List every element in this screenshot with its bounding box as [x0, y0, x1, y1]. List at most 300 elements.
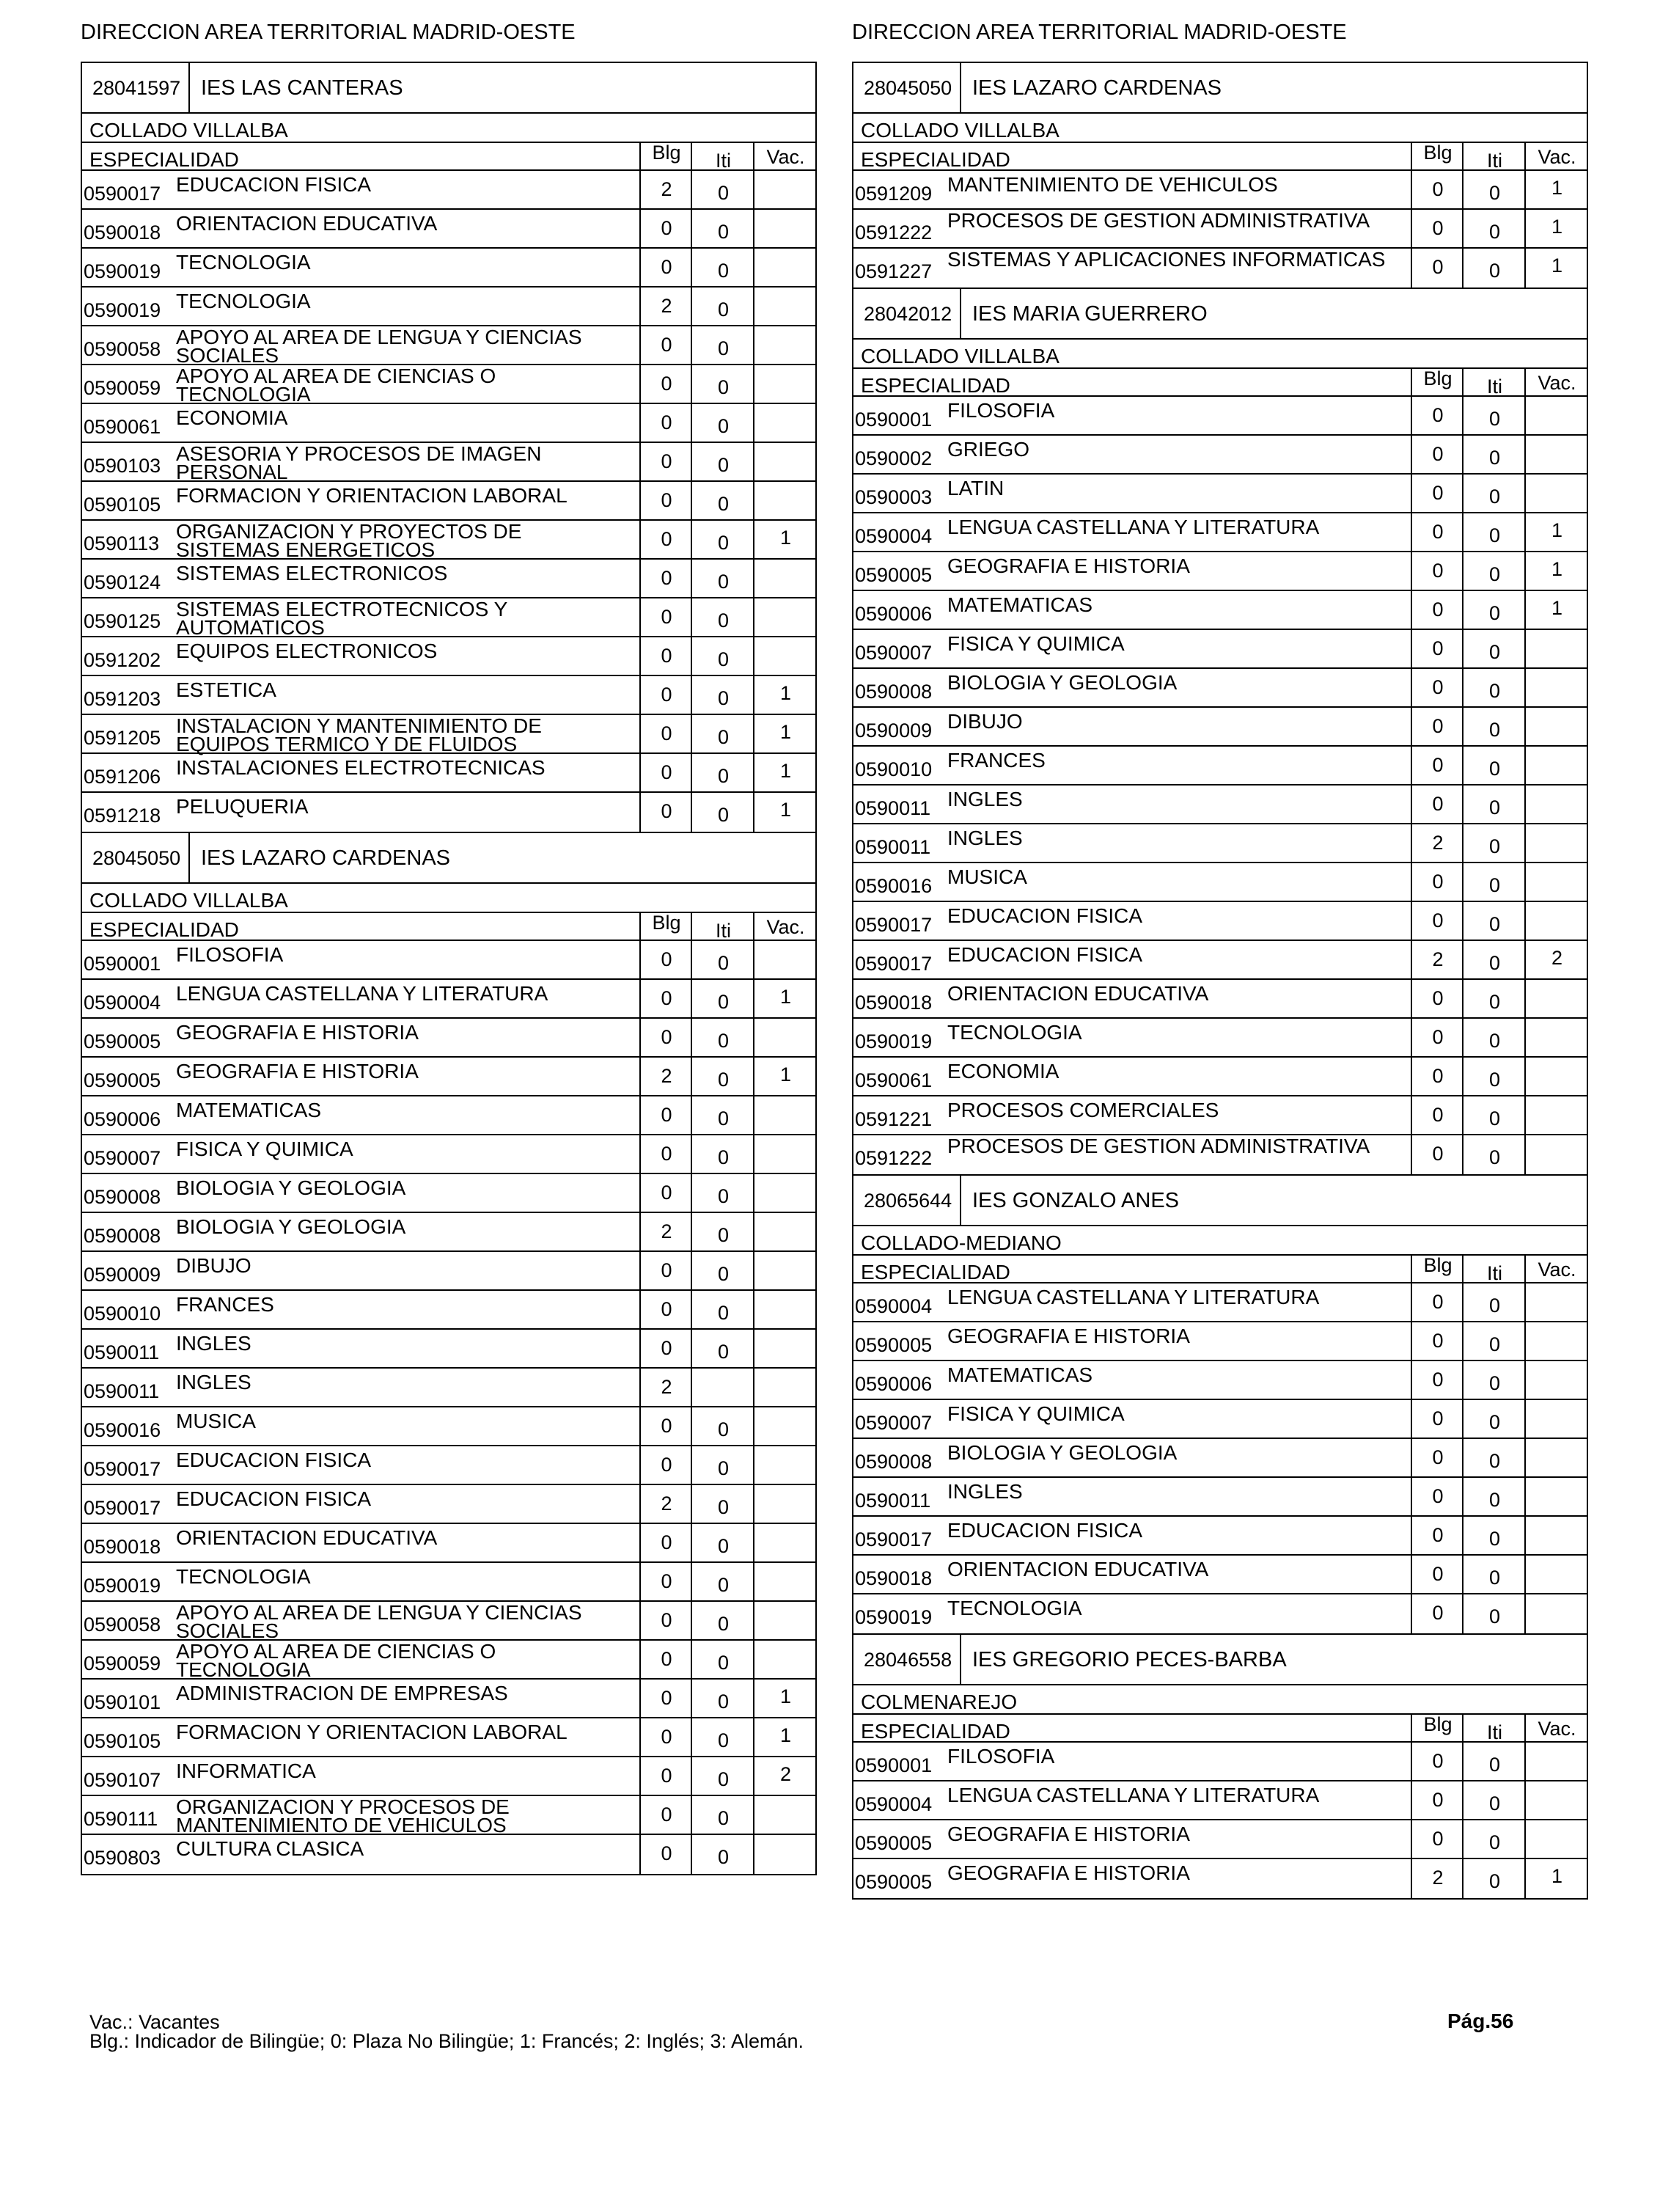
vac-value: 1 [753, 1058, 817, 1095]
specialty-code: 0590005 [84, 1069, 161, 1091]
specialty-name: MATEMATICAS [947, 593, 1093, 616]
vac-value [1524, 824, 1588, 862]
vac-value [753, 171, 817, 208]
specialty-code: 0590001 [855, 409, 933, 431]
iti-header: Iti [1462, 369, 1526, 395]
specialty-code: 0590019 [84, 260, 161, 282]
vac-value [1524, 1517, 1588, 1554]
specialty-code: 0591202 [84, 649, 161, 671]
iti-value: 0 [1462, 552, 1526, 590]
iti-value: 0 [1462, 1058, 1526, 1095]
center-header [853, 1633, 1587, 1684]
specialty-code: 0590001 [855, 1754, 933, 1776]
specialty-code: 0590005 [855, 1871, 933, 1893]
specialty-name: APOYO AL AREA DE CIENCIAS O TECNOLOGIA [176, 1640, 496, 1681]
table-row [82, 521, 815, 560]
specialty-code: 0590018 [855, 1567, 933, 1589]
vac-value [753, 1835, 817, 1874]
table-row [82, 1407, 815, 1446]
iti-value: 0 [691, 754, 754, 791]
specialty-code: 0590103 [84, 455, 161, 477]
left-column-header: DIRECCION AREA TERRITORIAL MADRID-OESTE [81, 21, 576, 44]
specialty-name: APOYO AL AREA DE CIENCIAS O TECNOLOGIA [176, 365, 496, 406]
specialty-code: 0590018 [84, 1536, 161, 1558]
specialty-code: 0590111 [84, 1808, 158, 1830]
blg-value: 2 [1411, 1859, 1463, 1898]
rows-group [82, 171, 815, 832]
specialty-code: 0590061 [84, 416, 161, 438]
specialty-code: 0590006 [855, 1373, 933, 1395]
specialty-name: PROCESOS DE GESTION ADMINISTRATIVA [947, 1135, 1370, 1157]
specialty-name: FISICA Y QUIMICA [947, 632, 1125, 655]
blg-value: 0 [639, 1641, 692, 1678]
blg-value: 0 [1411, 1594, 1463, 1633]
table-row [853, 475, 1587, 513]
blg-value: 2 [639, 1369, 692, 1406]
blg-value: 0 [1411, 552, 1463, 590]
blg-value: 0 [1411, 902, 1463, 940]
iti-value: 0 [1462, 747, 1526, 784]
vac-value [753, 443, 817, 480]
iti-header: Iti [691, 143, 754, 169]
vac-value [1524, 630, 1588, 667]
vac-value: 1 [1524, 171, 1588, 208]
locality-header [853, 1225, 1587, 1254]
vac-value [753, 1330, 817, 1367]
iti-value: 0 [1462, 1594, 1526, 1633]
specialty-name: FILOSOFIA [176, 943, 284, 966]
vac-value [1524, 1781, 1588, 1819]
blg-value: 0 [1411, 630, 1463, 667]
vac-value [1524, 1361, 1588, 1399]
specialty-name: ORIENTACION EDUCATIVA [176, 212, 438, 235]
table-row [853, 1743, 1587, 1781]
table-row [82, 1485, 815, 1524]
specialty-name: BIOLOGIA Y GEOLOGIA [947, 1441, 1178, 1464]
vac-value [1524, 1439, 1588, 1476]
table-row [853, 1781, 1587, 1820]
table-row [853, 1058, 1587, 1096]
specialty-name: TECNOLOGIA [176, 1565, 311, 1588]
iti-value: 0 [1462, 980, 1526, 1017]
blg-value: 0 [639, 754, 692, 791]
table-row [853, 1322, 1587, 1361]
footer-blg-legend: Blg.: Indicador de Bilingüe; 0: Plaza No Bilingüe; 1: Francés; 2: Inglés; 3: Alemán. [89, 2030, 804, 2052]
vac-header: Vac. [1524, 143, 1588, 169]
blg-value: 0 [639, 560, 692, 597]
vac-value [753, 560, 817, 597]
table-row [82, 1718, 815, 1757]
iti-value: 0 [1462, 1135, 1526, 1174]
iti-value: 0 [691, 1330, 754, 1367]
specialty-code: 0590007 [855, 642, 933, 664]
right-column-header: DIRECCION AREA TERRITORIAL MADRID-OESTE [852, 21, 1347, 44]
specialty-code: 0590011 [855, 797, 931, 819]
iti-value: 0 [1462, 475, 1526, 512]
table-row [853, 249, 1587, 288]
iti-value: 0 [691, 560, 754, 597]
vac-value [753, 210, 817, 247]
specialty-name: INGLES [947, 827, 1023, 849]
specialty-name: BIOLOGIA Y GEOLOGIA [947, 671, 1178, 694]
specialty-name: ORGANIZACION Y PROYECTOS DE SISTEMAS ENERGETICOS [176, 520, 522, 561]
vac-value [753, 404, 817, 442]
specialty-code: 0590004 [855, 1295, 933, 1317]
iti-value: 0 [1462, 210, 1526, 247]
specialty-name: INGLES [947, 1480, 1023, 1503]
blg-value: 0 [1411, 1096, 1463, 1134]
specialty-code: 0590124 [84, 571, 161, 593]
iti-value: 0 [1462, 1400, 1526, 1438]
specialty-code: 0590011 [855, 836, 931, 858]
table-row [853, 669, 1587, 708]
center-header [82, 832, 815, 882]
iti-value: 0 [1462, 785, 1526, 823]
iti-value: 0 [691, 676, 754, 714]
vac-value [753, 1213, 817, 1250]
table-row [853, 902, 1587, 941]
column-header-row [853, 142, 1587, 171]
blg-value: 0 [1411, 1781, 1463, 1819]
specialty-code: 0590004 [855, 525, 933, 547]
table-row [82, 249, 815, 288]
blg-header: Blg [639, 143, 692, 169]
blg-value: 0 [639, 326, 692, 364]
specialty-name: SISTEMAS Y APLICACIONES INFORMATICAS [947, 248, 1386, 271]
iti-value: 0 [691, 521, 754, 558]
specialty-code: 0591221 [855, 1108, 933, 1130]
vac-value: 1 [753, 715, 817, 752]
specialty-name: INGLES [176, 1332, 251, 1355]
center-code: 28045050 [82, 833, 190, 882]
iti-value: 0 [1462, 824, 1526, 862]
specialty-code: 0590011 [84, 1380, 160, 1402]
specialty-name: PELUQUERIA [176, 795, 309, 818]
specialty-name: ADMINISTRACION DE EMPRESAS [176, 1682, 508, 1704]
blg-value: 0 [639, 1407, 692, 1445]
specialty-code: 0590105 [84, 1730, 161, 1752]
vac-value [753, 1019, 817, 1056]
locality-name: COLLADO VILLALBA [861, 119, 1059, 142]
iti-value: 0 [1462, 1322, 1526, 1360]
iti-header: Iti [691, 913, 754, 940]
table-row [82, 482, 815, 521]
iti-value: 0 [691, 288, 754, 325]
iti-value: 0 [691, 1291, 754, 1328]
vac-value [753, 1446, 817, 1484]
table-row [82, 1757, 815, 1796]
vac-value: 2 [1524, 941, 1588, 978]
vac-value [1524, 397, 1588, 434]
vac-value [753, 1096, 817, 1134]
vac-value: 1 [753, 676, 817, 714]
specialty-code: 0590019 [84, 299, 161, 321]
specialty-code: 0590005 [84, 1030, 161, 1052]
especialidad-header: ESPECIALIDAD [89, 918, 239, 941]
table-row [853, 1859, 1587, 1898]
blg-value: 0 [1411, 249, 1463, 288]
vac-value [1524, 785, 1588, 823]
center-code: 28042012 [853, 289, 961, 338]
iti-header: Iti [1462, 143, 1526, 169]
iti-value: 0 [691, 171, 754, 208]
table-row [82, 1641, 815, 1680]
specialty-code: 0590005 [855, 1832, 933, 1854]
specialty-name: INFORMATICA [176, 1759, 316, 1782]
iti-value: 0 [1462, 591, 1526, 629]
blg-value: 0 [1411, 513, 1463, 551]
table-row [82, 980, 815, 1019]
specialty-code: 0590019 [855, 1030, 933, 1052]
specialty-code: 0590005 [855, 564, 933, 586]
table-row [82, 1563, 815, 1602]
specialty-code: 0590017 [84, 1497, 161, 1519]
vac-value [1524, 1400, 1588, 1438]
blg-value: 2 [1411, 824, 1463, 862]
specialty-code: 0590008 [855, 1451, 933, 1473]
vac-header: Vac. [1524, 1256, 1588, 1282]
specialty-code: 0591205 [84, 727, 161, 749]
specialty-name: APOYO AL AREA DE LENGUA Y CIENCIAS SOCIALES [176, 326, 582, 367]
center-header [853, 288, 1587, 338]
blg-value: 0 [1411, 980, 1463, 1017]
vac-value [1524, 436, 1588, 473]
rows-group [853, 171, 1587, 288]
iti-value: 0 [1462, 902, 1526, 940]
table-row [82, 560, 815, 598]
iti-value: 0 [1462, 1361, 1526, 1399]
blg-value: 0 [639, 1135, 692, 1173]
iti-value: 0 [691, 365, 754, 403]
iti-value: 0 [691, 1252, 754, 1289]
specialty-name: SISTEMAS ELECTRONICOS [176, 562, 448, 585]
blg-value: 2 [639, 1213, 692, 1250]
iti-value: 0 [691, 210, 754, 247]
table-row [82, 404, 815, 443]
blg-value: 0 [639, 1563, 692, 1600]
iti-value: 0 [691, 1135, 754, 1173]
vac-value [1524, 1743, 1588, 1780]
iti-value: 0 [1462, 1743, 1526, 1780]
specialty-code: 0591203 [84, 688, 161, 710]
left-vacancy-table [81, 62, 817, 1875]
especialidad-header: ESPECIALIDAD [89, 148, 239, 171]
specialty-code: 0591206 [84, 766, 161, 788]
blg-value: 0 [639, 365, 692, 403]
iti-value: 0 [691, 980, 754, 1017]
table-row [853, 1361, 1587, 1400]
specialty-name: ASESORIA Y PROCESOS DE IMAGEN PERSONAL [176, 442, 542, 483]
vac-value [1524, 980, 1588, 1017]
blg-value: 0 [1411, 669, 1463, 706]
specialty-code: 0590017 [855, 914, 933, 936]
blg-header: Blg [1411, 1256, 1463, 1282]
blg-value: 0 [1411, 1322, 1463, 1360]
blg-value: 0 [639, 637, 692, 675]
table-row [82, 715, 815, 754]
iti-value: 0 [691, 326, 754, 364]
footer-vac-legend: Vac.: Vacantes [89, 2011, 220, 2033]
blg-value: 0 [639, 1602, 692, 1639]
blg-value: 0 [1411, 1517, 1463, 1554]
specialty-code: 0590007 [84, 1147, 161, 1169]
blg-value: 0 [639, 443, 692, 480]
specialty-code: 0590018 [855, 992, 933, 1014]
iti-header: Iti [1462, 1256, 1526, 1282]
blg-value: 0 [1411, 397, 1463, 434]
table-row [82, 1446, 815, 1485]
vac-value: 2 [753, 1757, 817, 1795]
specialty-name: DIBUJO [947, 710, 1023, 733]
iti-value: 0 [1462, 1478, 1526, 1515]
specialty-name: EDUCACION FISICA [176, 1449, 372, 1471]
blg-value: 0 [1411, 210, 1463, 247]
locality-name: COLLADO VILLALBA [861, 345, 1059, 367]
table-row [82, 443, 815, 482]
iti-value: 0 [1462, 630, 1526, 667]
vac-value [753, 598, 817, 636]
specialty-name: MANTENIMIENTO DE VEHICULOS [947, 173, 1278, 196]
specialty-name: PROCESOS COMERCIALES [947, 1099, 1219, 1121]
iti-value: 0 [691, 715, 754, 752]
vac-value [1524, 1322, 1588, 1360]
table-row [82, 637, 815, 676]
especialidad-header: ESPECIALIDAD [861, 148, 1010, 171]
specialty-code: 0590107 [84, 1769, 161, 1791]
table-row [853, 436, 1587, 475]
table-row [853, 630, 1587, 669]
footer-legend [89, 2013, 804, 2051]
table-row [82, 1835, 815, 1874]
specialty-name: TECNOLOGIA [176, 290, 311, 312]
vac-value [1524, 863, 1588, 901]
vac-value: 1 [753, 980, 817, 1017]
table-row [82, 941, 815, 980]
center-header [853, 1174, 1587, 1225]
specialty-name: EDUCACION FISICA [947, 1519, 1143, 1542]
specialty-name: INSTALACION Y MANTENIMIENTO DE EQUIPOS TERMICO Y DE FLUIDOS [176, 714, 542, 755]
vac-header: Vac. [753, 913, 817, 940]
blg-value: 0 [639, 1019, 692, 1056]
iti-value: 0 [691, 1757, 754, 1795]
specialty-name: EDUCACION FISICA [947, 904, 1143, 927]
center-name: IES GREGORIO PECES-BARBA [972, 1648, 1287, 1671]
iti-value: 0 [1462, 1820, 1526, 1858]
specialty-name: TECNOLOGIA [947, 1597, 1082, 1619]
right-vacancy-table [852, 62, 1588, 1900]
page-number: Pág.56 [1447, 2010, 1514, 2032]
blg-header: Blg [1411, 143, 1463, 169]
especialidad-header: ESPECIALIDAD [861, 1261, 1010, 1283]
specialty-name: FORMACION Y ORIENTACION LABORAL [176, 484, 568, 507]
specialty-name: EDUCACION FISICA [947, 943, 1143, 966]
blg-value: 2 [1411, 941, 1463, 978]
specialty-name: ORIENTACION EDUCATIVA [947, 982, 1209, 1005]
blg-value: 0 [639, 1096, 692, 1134]
blg-value: 0 [1411, 1743, 1463, 1780]
iti-value: 0 [691, 1563, 754, 1600]
vac-value: 1 [1524, 513, 1588, 551]
rows-group [853, 397, 1587, 1174]
specialty-name: BIOLOGIA Y GEOLOGIA [176, 1176, 406, 1199]
specialty-code: 0590006 [855, 603, 933, 625]
iti-value: 0 [691, 1019, 754, 1056]
specialty-code: 0591209 [855, 183, 933, 205]
vac-value: 1 [753, 1680, 817, 1717]
vac-value: 1 [753, 521, 817, 558]
specialty-name: EQUIPOS ELECTRONICOS [176, 640, 438, 662]
specialty-name: ORIENTACION EDUCATIVA [176, 1526, 438, 1549]
vac-value: 1 [1524, 210, 1588, 247]
vac-value: 1 [753, 754, 817, 791]
vac-value [753, 941, 817, 978]
iti-value: 0 [691, 1718, 754, 1756]
specialty-code: 0591227 [855, 260, 933, 282]
iti-value: 0 [691, 404, 754, 442]
table-row [853, 1820, 1587, 1859]
iti-value: 0 [691, 1796, 754, 1834]
iti-value: 0 [1462, 941, 1526, 978]
especialidad-header: ESPECIALIDAD [861, 374, 1010, 397]
blg-value: 0 [639, 521, 692, 558]
iti-value: 0 [691, 637, 754, 675]
iti-value: 0 [1462, 669, 1526, 706]
iti-value: 0 [691, 1058, 754, 1095]
blg-value: 0 [1411, 591, 1463, 629]
blg-value: 0 [1411, 475, 1463, 512]
table-row [853, 1517, 1587, 1556]
specialty-code: 0591222 [855, 221, 933, 243]
table-row [82, 326, 815, 365]
iti-value: 0 [691, 1096, 754, 1134]
iti-value: 0 [1462, 1283, 1526, 1321]
blg-value: 0 [1411, 1478, 1463, 1515]
vac-value: 1 [753, 1718, 817, 1756]
locality-name: COLLADO-MEDIANO [861, 1231, 1062, 1254]
specialty-name: LATIN [947, 477, 1005, 499]
table-row [853, 941, 1587, 980]
specialty-name: INSTALACIONES ELECTROTECNICAS [176, 756, 546, 779]
iti-value: 0 [1462, 1859, 1526, 1898]
specialty-code: 0590006 [84, 1108, 161, 1130]
blg-value: 0 [639, 404, 692, 442]
specialty-name: TECNOLOGIA [947, 1021, 1082, 1044]
blg-value: 0 [639, 210, 692, 247]
blg-value: 0 [639, 1680, 692, 1717]
iti-value: 0 [1462, 249, 1526, 288]
iti-value: 0 [691, 1524, 754, 1561]
specialty-code: 0590101 [84, 1691, 161, 1713]
center-name: IES GONZALO ANES [972, 1189, 1180, 1212]
table-row [853, 591, 1587, 630]
specialty-code: 0590113 [84, 532, 160, 554]
specialty-code: 0590059 [84, 1652, 161, 1674]
specialty-name: DIBUJO [176, 1254, 251, 1277]
column-header-row [853, 1713, 1587, 1743]
blg-header: Blg [639, 913, 692, 940]
table-row [82, 1174, 815, 1213]
specialty-name: EDUCACION FISICA [176, 173, 372, 196]
blg-value: 0 [639, 676, 692, 714]
specialty-name: FRANCES [947, 749, 1046, 772]
specialty-name: GEOGRAFIA E HISTORIA [947, 554, 1190, 577]
specialty-code: 0590058 [84, 338, 161, 360]
center-name: IES LAZARO CARDENAS [201, 846, 451, 870]
vac-value [753, 1252, 817, 1289]
vac-value [753, 326, 817, 364]
table-row [82, 1058, 815, 1096]
center-code: 28045050 [853, 63, 961, 112]
